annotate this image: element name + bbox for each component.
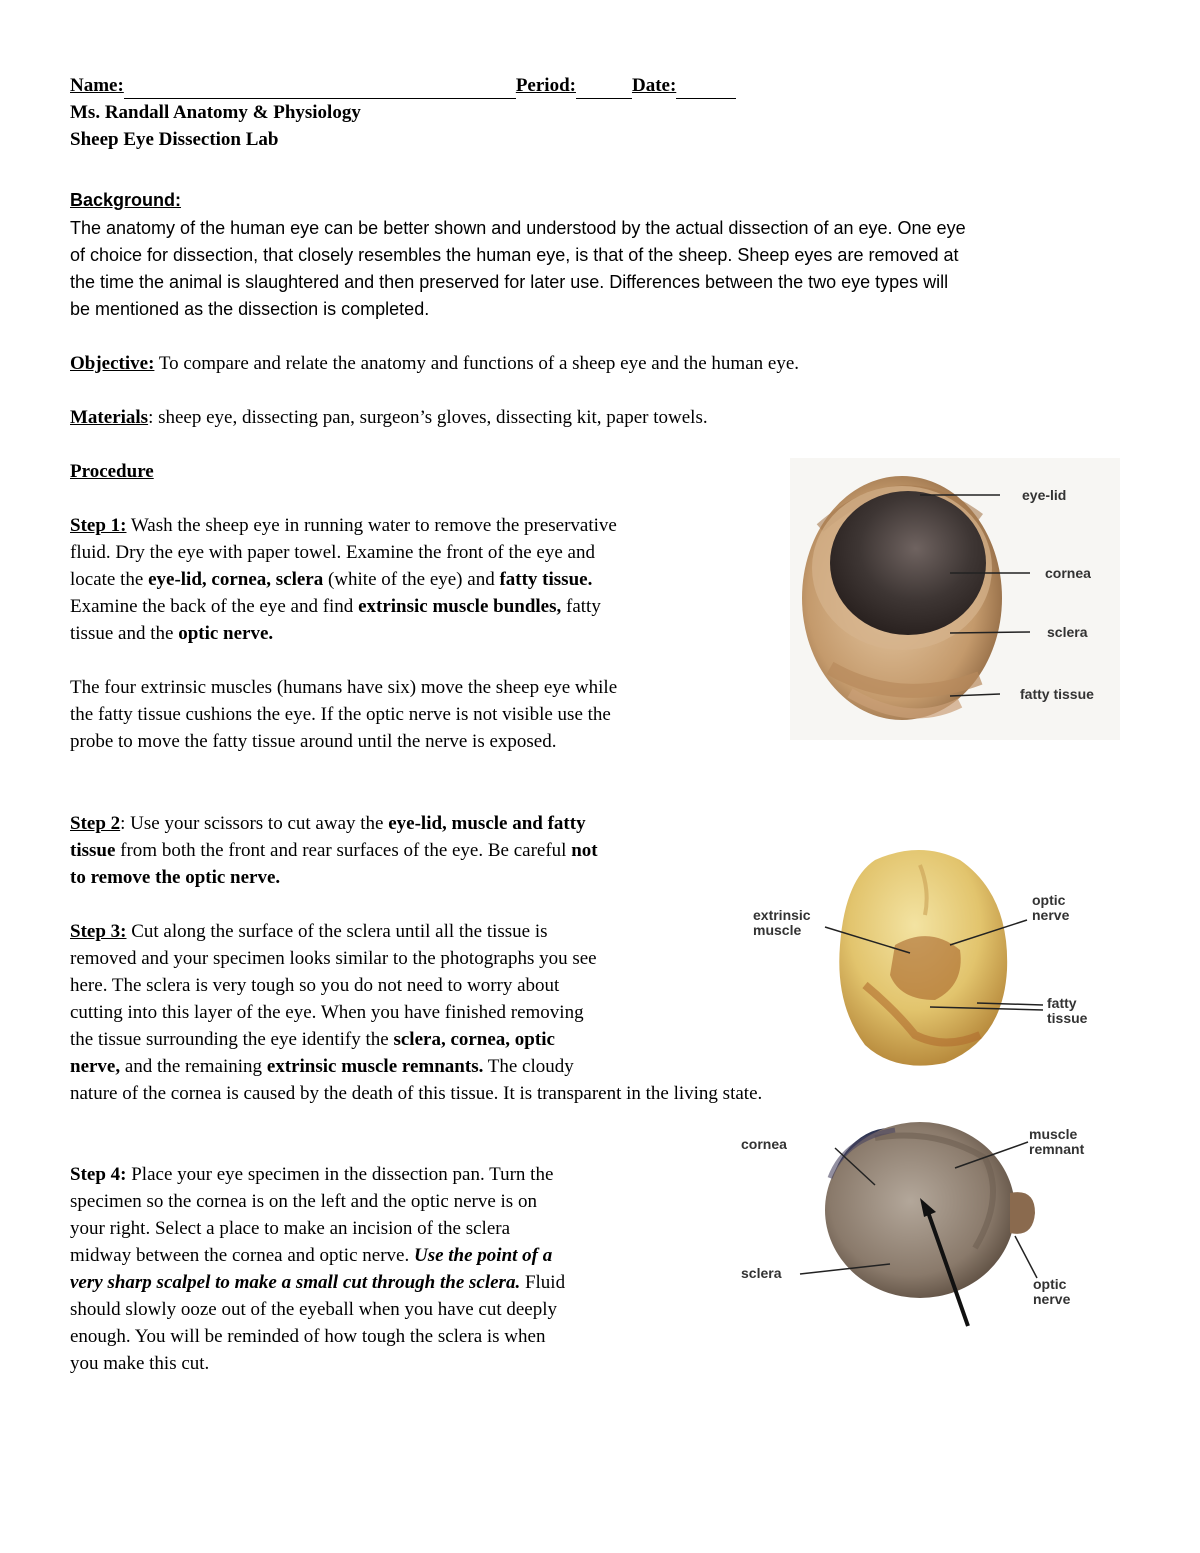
step3-line-2: removed and your specimen looks similar to the photographs you see — [70, 948, 597, 969]
step4-line-5: very sharp scalpel to make a small cut through the sclera. Fluid — [70, 1272, 566, 1293]
name-line — [70, 72, 736, 99]
label-muscle-remnant: muscle remnant — [1029, 1126, 1085, 1157]
step1-heading: Step 1: — [70, 515, 127, 536]
step4-line-6: should slowly ooze out of the eyeball when you have cut deeply — [70, 1299, 558, 1320]
label-fatty-tissue-2: fatty tissue — [1047, 995, 1088, 1026]
label-extrinsic-muscle: extrinsic muscle — [753, 907, 811, 938]
step4-line-8: you make this cut. — [70, 1353, 210, 1374]
background-line-3: the time the animal is slaughtered and then preserved for later use. Differences between the two eye types will — [70, 272, 949, 292]
sclera-leader — [950, 632, 1030, 633]
step1-p2-line-2: the fatty tissue cushions the eye. If the optic nerve is not visible use the — [70, 704, 611, 725]
cornea-shape — [830, 491, 986, 635]
figure-eye-back — [745, 835, 1105, 1070]
step4-heading: Step 4: — [70, 1164, 127, 1185]
date-field[interactable] — [676, 78, 736, 99]
background-heading: Background: — [70, 190, 182, 210]
step1-line-5: tissue and the optic nerve. — [70, 623, 274, 644]
materials-text: : sheep eye, dissecting pan, surgeon’s gloves, dissecting kit, paper towels. — [148, 407, 708, 428]
step3-line-7: nature of the cornea is caused by the death of this tissue. It is transparent in the living state. — [70, 1083, 763, 1104]
step4-line-2: specimen so the cornea is on the left and the optic nerve is on — [70, 1191, 537, 1212]
step1-line-3: locate the eye-lid, cornea, sclera (white of the eye) and fatty tissue. — [70, 569, 593, 590]
label-sclera: sclera — [1047, 624, 1088, 640]
course-title: Ms. Randall Anatomy & Physiology — [70, 102, 361, 123]
step2-heading: Step 2 — [70, 813, 121, 834]
step4-line-3: your right. Select a place to make an incision of the sclera — [70, 1218, 511, 1239]
step1-line-1: Step 1: Wash the sheep eye in running water to remove the preservative — [70, 515, 617, 536]
step1-p2-line-1: The four extrinsic muscles (humans have six) move the sheep eye while — [70, 677, 618, 698]
background-line-2: of choice for dissection, that closely resembles the human eye, is that of the sheep. Sheep eyes are removed at — [70, 245, 959, 265]
label-sclera-3: sclera — [741, 1265, 782, 1281]
step2-line-2: tissue from both the front and rear surfaces of the eye. Be careful not — [70, 840, 598, 861]
step4-line-7: enough. You will be reminded of how tough the sclera is when — [70, 1326, 546, 1347]
label-fatty-tissue: fatty tissue — [1020, 686, 1094, 702]
step3-line-4: cutting into this layer of the eye. When you have finished removing — [70, 1002, 584, 1023]
lab-title: Sheep Eye Dissection Lab — [70, 129, 279, 150]
step1-line-4: Examine the back of the eye and find extrinsic muscle bundles, fatty — [70, 596, 601, 617]
label-eye-lid: eye-lid — [1022, 487, 1067, 503]
objective — [70, 350, 799, 377]
step3-line-5: the tissue surrounding the eye identify the sclera, cornea, optic — [70, 1029, 555, 1050]
optic-nerve-leader-3 — [1015, 1236, 1037, 1278]
step4-line-1: Step 4: Place your eye specimen in the dissection pan. Turn the — [70, 1164, 554, 1185]
materials — [70, 404, 708, 431]
date-label: Date: — [631, 75, 677, 96]
objective-text: To compare and relate the anatomy and functions of a sheep eye and the human eye. — [154, 353, 800, 374]
name-field[interactable] — [124, 78, 516, 99]
background-line-4: be mentioned as the dissection is completed. — [70, 299, 430, 319]
name-label: Name: — [70, 75, 124, 96]
label-cornea-3: cornea — [741, 1136, 787, 1152]
step3-line-6: nerve, and the remaining extrinsic muscle remnants. The cloudy — [70, 1056, 574, 1077]
step3-line-1: Step 3: Cut along the surface of the sclera until all the tissue is — [70, 921, 548, 942]
step2-line-1: Step 2: Use your scissors to cut away the eye-lid, muscle and fatty — [70, 813, 586, 834]
step2-line-3: to remove the optic nerve. — [70, 867, 281, 888]
label-optic-nerve-2: optic nerve — [1032, 892, 1070, 923]
step3-heading: Step 3: — [70, 921, 127, 942]
step4-line-4: midway between the cornea and optic nerve. Use the point of a — [70, 1245, 553, 1266]
materials-heading: Materials — [70, 407, 149, 428]
step1-p2-line-3: probe to move the fatty tissue around until the nerve is exposed. — [70, 731, 557, 752]
background-line-1: The anatomy of the human eye can be better shown and understood by the actual dissection of an eye. One eye — [70, 218, 966, 238]
period-field[interactable] — [576, 78, 632, 99]
procedure-heading: Procedure — [70, 461, 154, 482]
label-cornea: cornea — [1045, 565, 1091, 581]
step3-line-3: here. The sclera is very tough so you do not need to worry about — [70, 975, 560, 996]
optic-nerve-shape — [1010, 1192, 1035, 1234]
label-optic-nerve-3: optic nerve — [1033, 1276, 1071, 1307]
step1-line-2: fluid. Dry the eye with paper towel. Examine the front of the eye and — [70, 542, 595, 563]
objective-heading: Objective: — [70, 353, 155, 374]
period-label: Period: — [515, 75, 576, 96]
